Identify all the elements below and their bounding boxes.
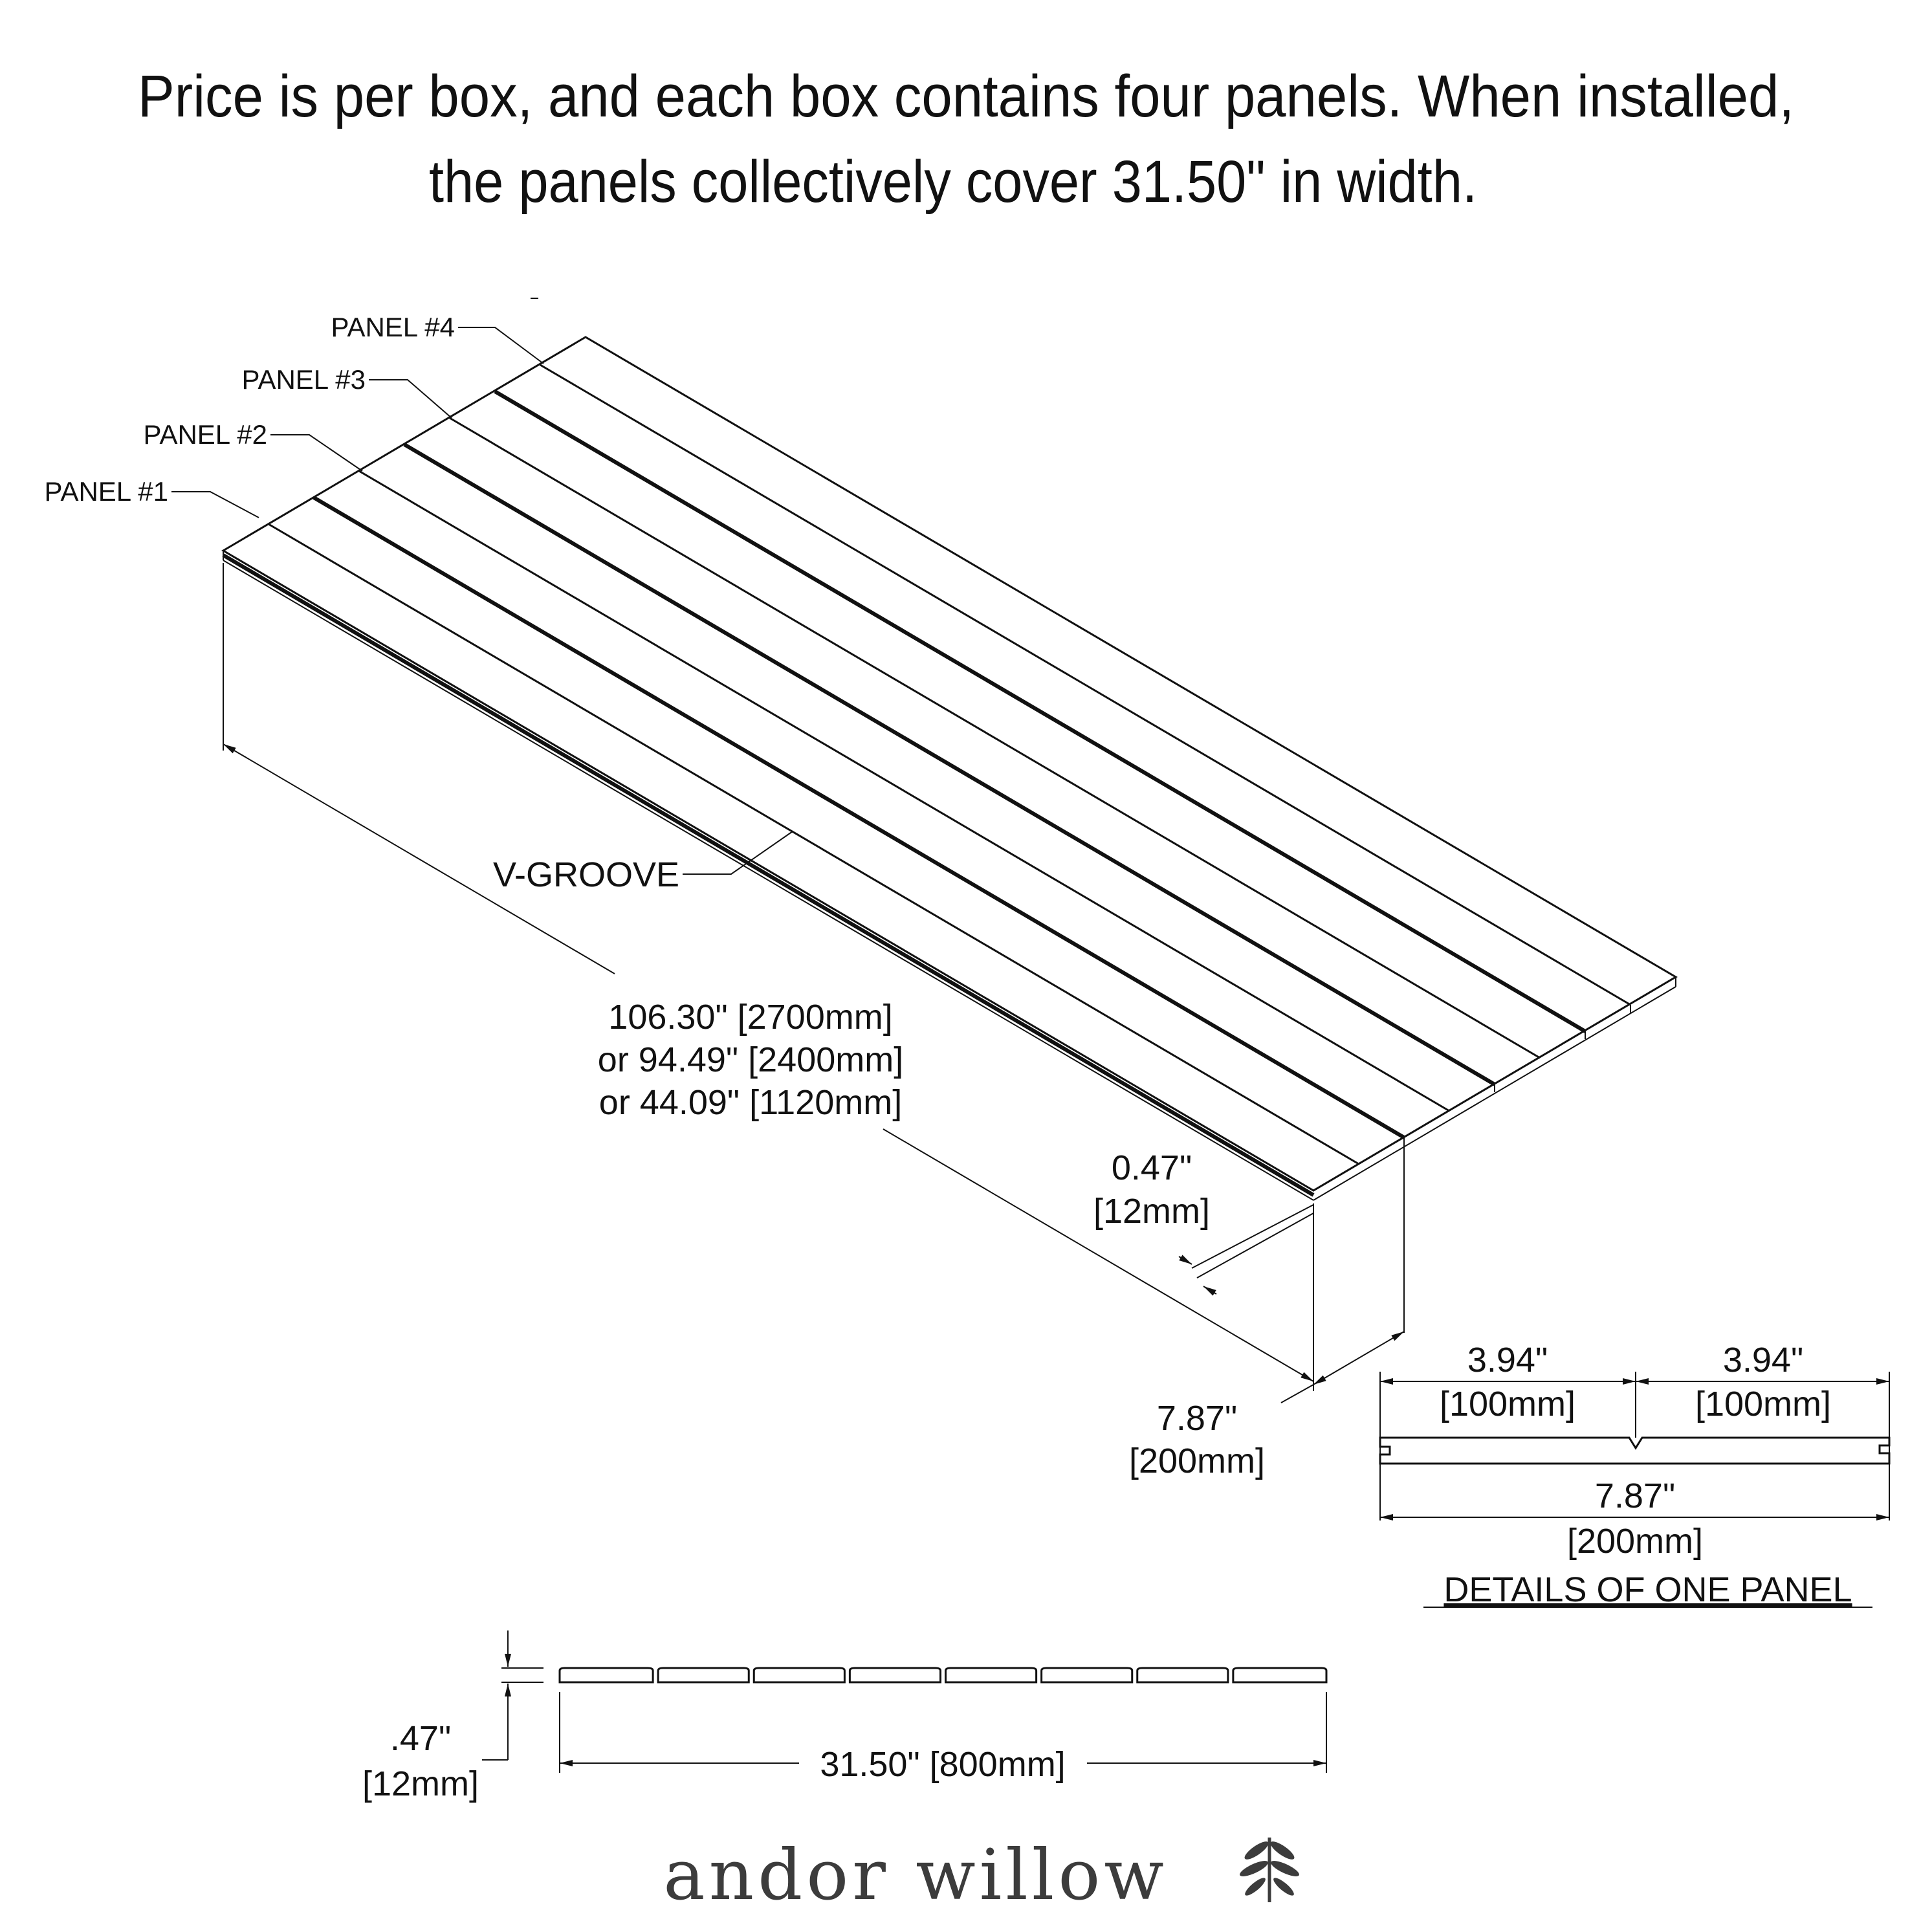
length-dim-line-b [883,1129,1313,1381]
panels-cross-section [362,1630,1326,1803]
brand-name: andor willow [663,1835,1168,1916]
length-dim-line-2: or 94.49" [2400mm] [597,1040,904,1079]
length-dim-line-3: or 44.09" [1120mm] [598,1083,903,1122]
groove-lines [269,365,1630,1164]
detail-caption: DETAILS OF ONE PANEL [1444,1570,1852,1609]
panel-1-label: PANEL #1 [44,476,168,507]
section-slat [560,1668,653,1682]
detail-half-left-line-2: [100mm] [1439,1385,1576,1423]
willow-leaf-icon [1238,1838,1301,1902]
section-thickness-line-1: .47" [390,1719,452,1758]
section-slat [1137,1668,1228,1682]
thickness-ext-a [1192,1205,1313,1268]
detail-half-left-line-1: 3.94" [1467,1341,1548,1379]
section-width-label: 31.50" [800mm] [820,1745,1066,1784]
panel-3-leader [369,380,452,418]
width-dim-line [1313,1332,1404,1385]
width-line-1: 7.87" [1156,1399,1238,1438]
panel-end-edge [1313,987,1676,1200]
panel-4-label: PANEL #4 [331,312,455,342]
thickness-arrow-b [1203,1286,1216,1294]
thickness-arrow-a [1179,1257,1192,1264]
headline-line-2: the panels collectively cover 31.50" in width. [429,149,1477,215]
panel-2-leader [270,435,362,471]
thickness-line-1: 0.47" [1111,1148,1192,1187]
section-slat [1233,1668,1326,1682]
detail-total-line-1: 7.87" [1594,1476,1676,1515]
width-dim-tail [1281,1385,1313,1403]
section-slat [658,1668,749,1682]
detail-half-right-line-1: 3.94" [1722,1341,1804,1379]
v-groove-label: V-GROOVE [492,855,679,894]
brand-logo [663,1835,1301,1916]
section-slat [1042,1668,1132,1682]
detail-total-line-2: [200mm] [1566,1522,1704,1561]
section-slat [850,1668,940,1682]
panel-4-leader [458,327,543,364]
panel-1-leader [171,492,259,518]
panel-2-label: PANEL #2 [143,419,267,450]
detail-half-right-line-2: [100mm] [1695,1385,1832,1423]
section-slat [946,1668,1037,1682]
panel-profile [1380,1438,1889,1464]
section-segments [560,1668,1326,1682]
width-line-2: [200mm] [1128,1442,1266,1480]
section-slat [754,1668,844,1682]
thickness-line-2: [12mm] [1093,1192,1211,1231]
isometric-panels [45,312,1676,1480]
length-dim-line-1: 106.30" [2700mm] [608,998,893,1037]
section-thickness-line-2: [12mm] [362,1764,479,1803]
headline-line-1: Price is per box, and each box contains four panels. When installed, [138,63,1794,129]
panel-detail [1380,1341,1889,1609]
panel-3-label: PANEL #3 [241,364,366,395]
thickness-ext-b [1197,1213,1313,1278]
